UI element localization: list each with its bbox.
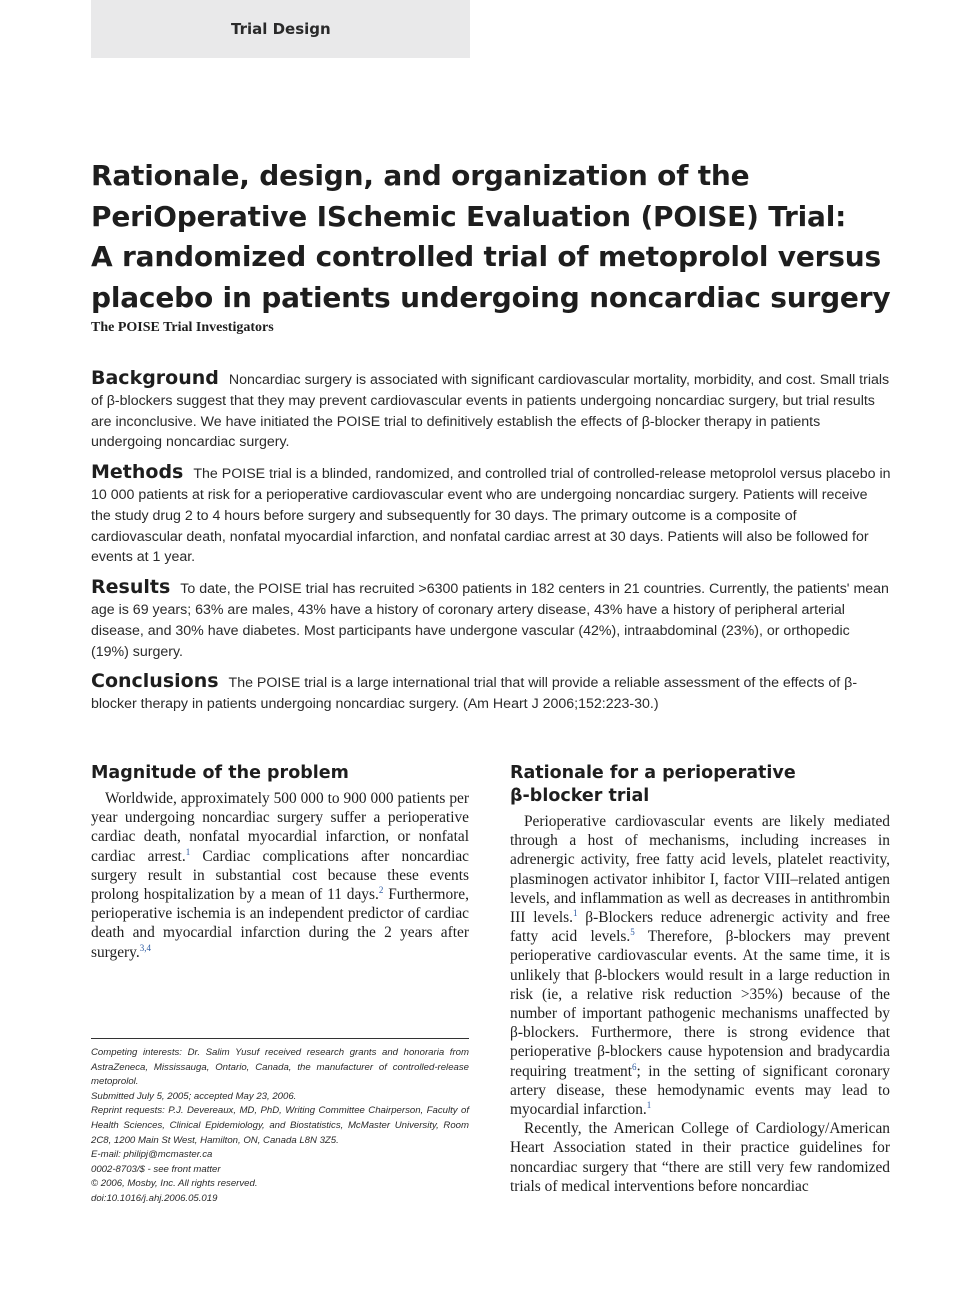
footnote-doi[interactable]: doi:10.1016/j.ahj.2006.05.019	[91, 1192, 218, 1204]
title-line-4: placebo in patients undergoing noncardiac surgery	[91, 280, 891, 314]
rationale-text-c: Therefore, β-blockers may prevent perioperative cardiovascular events. At the same time, it is unlikely that β-blockers would result in a large reduction in risk (ie, a relative risk reduction >35%) because of the number of important pathogenic mechanisms unaffected by β-blockers. Furthermore, there is strong evidence that perioperative β-blockers cause hypotension and bradycardia requiring treatment	[510, 928, 890, 1080]
abstract-methods-text: The POISE trial is a blinded, randomized, and controlled trial of controlled-release metoprolol versus placebo in 10 000 patients at risk for a perioperative cardiovascular event who are undergoing noncardiac surgery. Patients will receive the study drug 2 to 4 hours before surgery and subsequently for 30 days. The primary outcome is a composite of cardiovascular death, nonfatal myocardial infarction, and nonfatal cardiac arrest at 30 days. Patients will also be followed for events at 1 year.	[91, 466, 891, 566]
rationale-text-a: Perioperative cardiovascular events are likely mediated through a host of mechanisms, including increases in adrenergic activity, free fatty acid levels, platelet reactivity, plasminogen activator inhibitor I, factor VIII–related antigen levels, and inflammation as well as decreases in antithrombin III levels.	[510, 813, 890, 927]
footnote-issn: 0002-8703/$ - see front matter	[91, 1163, 221, 1175]
footnotes	[91, 1046, 469, 1207]
rationale-text-d: ; in the setting of significant coronary artery disease, these hemodynamic events may lead to myocardial infarction.	[510, 1062, 890, 1119]
citation-link[interactable]: 6	[632, 1061, 637, 1072]
abstract-results-text: To date, the POISE trial has recruited >6300 patients in 182 centers in 21 countries. Currently, the patients' mean age is 69 years; 63% are males, 43% have a history of coronary artery disease, 43% have a history of peripheral arterial disease, and 30% have diabetes. Most participants have undergone vascular (42%), intraabdominal (23%), or orthopedic (19%) surgery.	[91, 581, 889, 660]
abstract	[91, 368, 891, 724]
footnote-submitted: Submitted July 5, 2005; accepted May 23, 2006.	[91, 1090, 297, 1102]
citation-link[interactable]: 1	[572, 907, 578, 918]
citation-link[interactable]: 3,4	[139, 942, 151, 953]
abstract-background-text: Noncardiac surgery is associated with significant cardiovascular mortality, morbidity, and cost. Small trials of β-blockers suggest that they may prevent cardiovascular events in patients undergoing noncardiac surgery, but trial results are inconclusive. We have initiated the POISE trial to definitively establish the effects of β-blocker therapy in patients undergoing noncardiac surgery.	[91, 372, 890, 451]
title-line-2: PeriOperative ISchemic Evaluation (POISE) Trial:	[91, 199, 847, 233]
abstract-conclusions	[91, 671, 891, 715]
right-column	[510, 762, 890, 1196]
rationale-text-b: β-Blockers reduce adrenergic activity and free fatty acid levels.	[510, 909, 890, 946]
rationale-paragraph-2: Recently, the American College of Cardiology/American Heart Association stated in their practice guidelines for noncardiac surgery that “there are still very few randomized trials of medical interventions before noncardiac	[510, 1120, 890, 1195]
magnitude-heading: Magnitude of the problem	[91, 763, 349, 783]
citation-link[interactable]: 2	[378, 884, 384, 895]
abstract-methods-heading: Methods	[91, 461, 184, 484]
section-label: Trial Design	[231, 20, 331, 38]
abstract-background	[91, 368, 891, 453]
citation-link[interactable]: 5	[630, 927, 635, 938]
footnote-email[interactable]: E-mail: philipj@mcmaster.ca	[91, 1149, 213, 1161]
rationale-heading-line-1: Rationale for a perioperative	[510, 763, 796, 783]
magnitude-text-2: Cardiac complications after noncardiac surgery result in substantial cost because these events prolong hospitalization by a mean of 11 days.	[91, 847, 470, 904]
abstract-results-heading: Results	[91, 576, 171, 599]
abstract-conclusions-text: The POISE trial is a large international trial that will provide a reliable assessment of the effects of β-blocker therapy in patients undergoing noncardiac surgery. (Am Heart J 2006;152:223-30.)	[91, 675, 858, 713]
abstract-conclusions-heading: Conclusions	[91, 670, 219, 693]
rationale-heading	[510, 762, 890, 808]
citation-link[interactable]: 1	[185, 846, 191, 857]
footnote-divider	[91, 1038, 469, 1039]
magnitude-paragraph	[91, 789, 469, 962]
abstract-results	[91, 577, 891, 662]
footnote-reprint-requests: Reprint requests: P.J. Devereaux, MD, PhD, Writing Committee Chairperson, Faculty of Health Sciences, Clinical Epidemiology, and Biostatistics, McMaster University, Room 2C8, 1200 Main St West, Hamilton, ON, Canada L8N 3Z5.	[91, 1105, 469, 1146]
author-line: The POISE Trial Investigators	[91, 320, 274, 335]
footnote-competing-interests: Competing interests: Dr. Salim Yusuf received research grants and honoraria from AstraZeneca, Mississauga, Ontario, Canada, the manufacturer of controlled-release metoprolol.	[91, 1047, 469, 1088]
title-line-3: A randomized controlled trial of metoprolol versus	[91, 240, 881, 273]
title-line-1: Rationale, design, and organization of the	[91, 159, 750, 192]
magnitude-text-1: Worldwide, approximately 500 000 to 900 000 patients per year undergoing noncardiac surgery suffer a perioperative cardiac death, nonfatal myocardial infarction, or nonfatal cardiac arrest.	[91, 790, 469, 865]
rationale-paragraph-1	[510, 812, 890, 1119]
abstract-methods	[91, 462, 891, 568]
left-column	[91, 762, 469, 962]
citation-link[interactable]: 1	[646, 1099, 652, 1110]
article-title	[91, 156, 891, 318]
rationale-heading-line-2: β-blocker trial	[510, 786, 650, 806]
section-header-band	[91, 0, 470, 58]
magnitude-text-3: Furthermore, perioperative ischemia is an independent predictor of cardiac death and myocardial infarction during the 2 years after surgery.	[91, 886, 469, 961]
footnote-copyright: © 2006, Mosby, Inc. All rights reserved.	[91, 1178, 258, 1190]
abstract-background-heading: Background	[91, 367, 219, 389]
